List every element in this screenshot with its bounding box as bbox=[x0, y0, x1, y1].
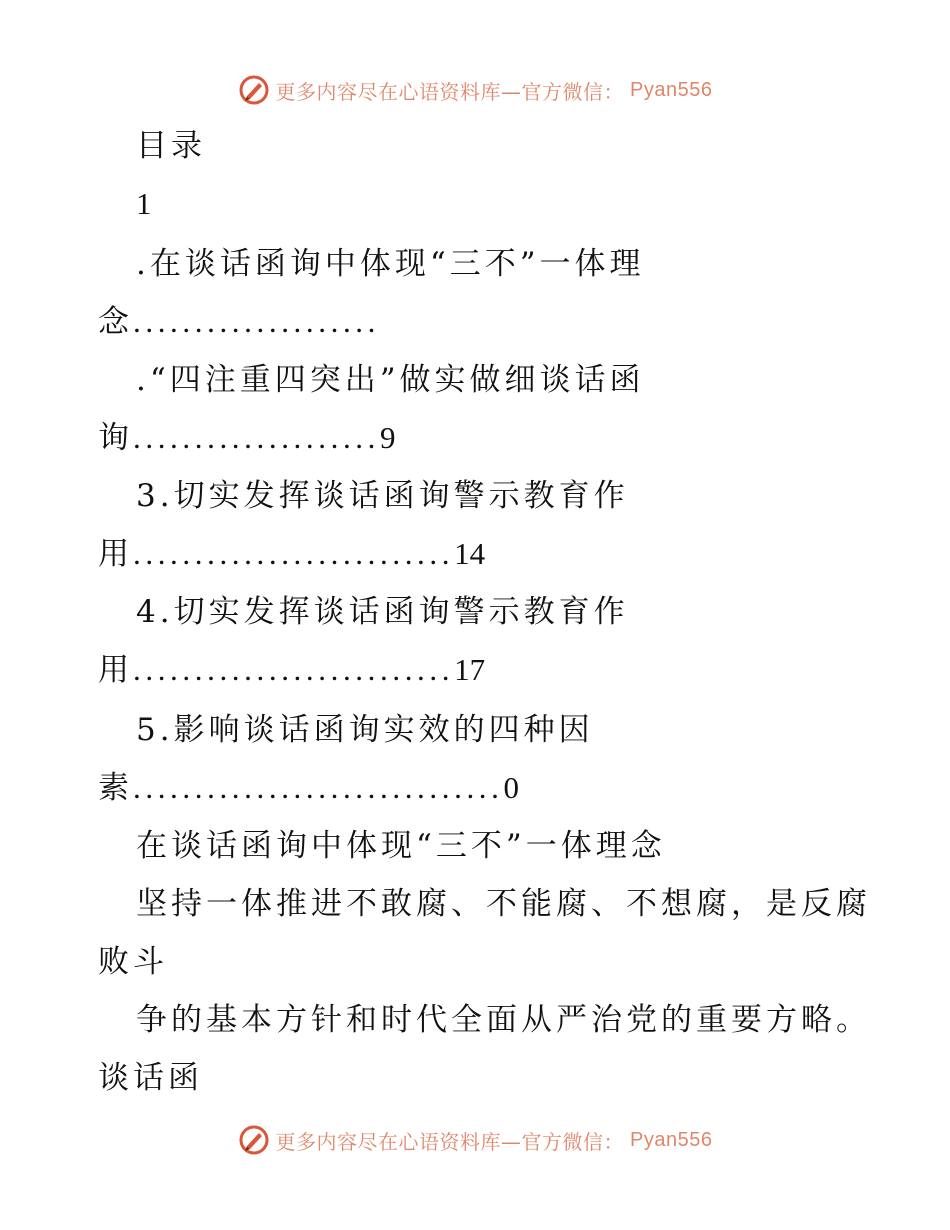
toc-entry-2-head: .“四注重四突出”做实做细谈话函 bbox=[136, 362, 645, 398]
toc-entry-1-tail: 念.................... bbox=[98, 304, 380, 340]
toc-entry-2-tail: 询....................9 bbox=[98, 420, 396, 456]
paragraph-2-line-2: 谈话函 bbox=[98, 1060, 203, 1096]
pen-logo-icon bbox=[238, 1124, 270, 1156]
section-heading: 在谈话函询中体现“三不”一体理念 bbox=[136, 828, 666, 864]
watermark-text: 更多内容尽在心语资料库—官方微信： bbox=[275, 79, 625, 104]
watermark-text: 更多内容尽在心语资料库—官方微信： bbox=[275, 1129, 625, 1154]
toc-entry-4-tail: 用..........................17 bbox=[98, 652, 486, 688]
toc-entry-3-head: 3.切实发挥谈话函询警示教育作 bbox=[136, 478, 629, 514]
footer-watermark bbox=[0, 1120, 950, 1160]
watermark-wechat-id: Pyan556 bbox=[630, 1128, 713, 1151]
toc-entry-1-head: .在谈话函询中体现“三不”一体理 bbox=[136, 246, 645, 282]
paragraph-1-line-1: 坚持一体推进不敢腐、不能腐、不想腐，是反腐 bbox=[136, 886, 871, 922]
toc-entry-4-head: 4.切实发挥谈话函询警示教育作 bbox=[136, 594, 629, 630]
watermark-wechat-id: Pyan556 bbox=[630, 78, 713, 101]
toc-entry-5-head: 5.影响谈话函询实效的四种因 bbox=[136, 712, 594, 748]
header-watermark bbox=[0, 70, 950, 110]
toc-entry-3-tail: 用..........................14 bbox=[98, 536, 486, 572]
toc-title: 目录 bbox=[136, 128, 206, 164]
toc-entry-5-tail: 素..............................0 bbox=[98, 770, 519, 806]
paragraph-2-line-1: 争的基本方针和时代全面从严治党的重要方略。 bbox=[136, 1002, 871, 1038]
toc-first-number: 1 bbox=[136, 186, 152, 221]
paragraph-1-line-2: 败斗 bbox=[98, 944, 168, 980]
pen-logo-icon bbox=[238, 74, 270, 106]
